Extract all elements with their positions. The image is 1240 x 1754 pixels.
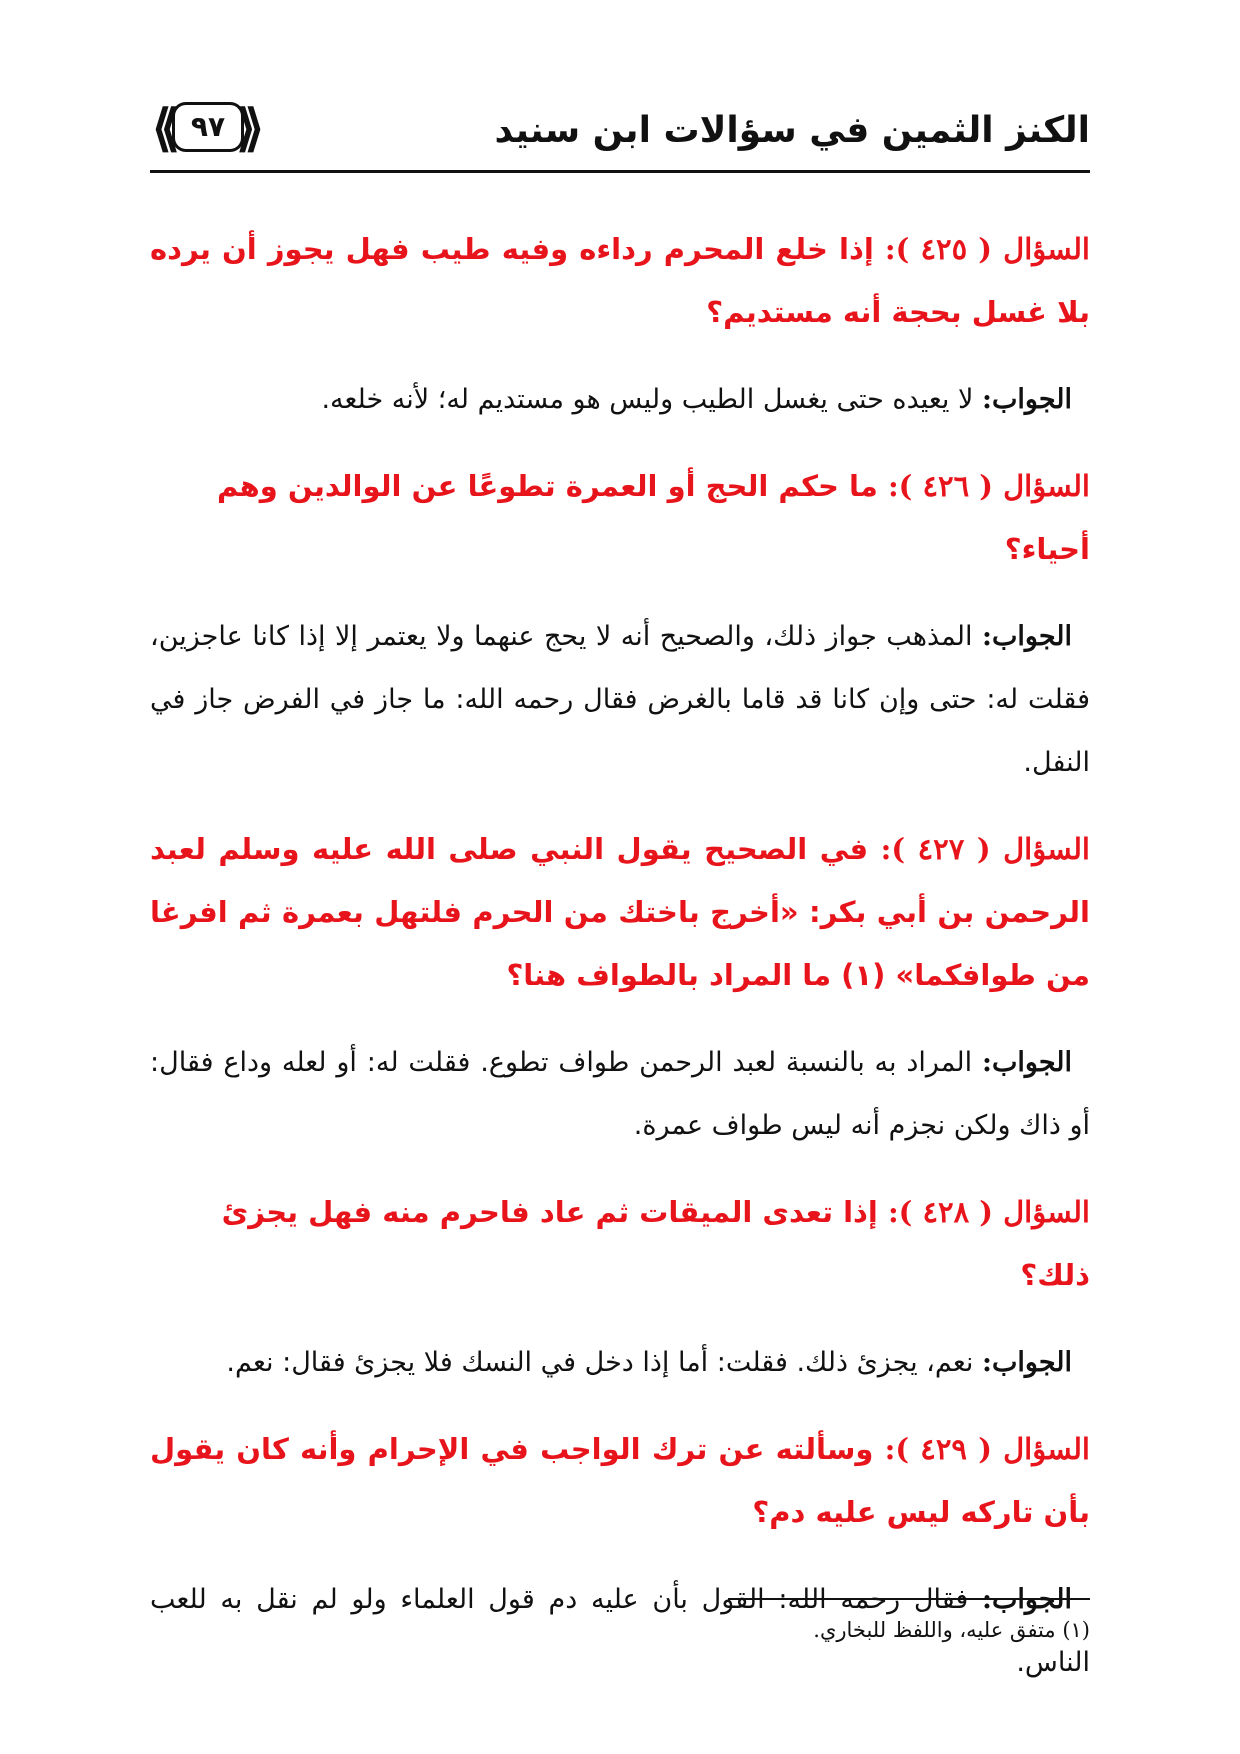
bracket-left-icon: ⟪ — [152, 98, 180, 157]
question-429 — [150, 1418, 1090, 1544]
footnote-divider — [728, 1598, 1090, 1600]
question-label: السؤال ( ٤٢٩ ): — [884, 1432, 1090, 1466]
question-426 — [150, 455, 1090, 581]
answer-text: المراد به بالنسبة لعبد الرحمن طواف تطوع. فقلت له: أو لعله وداع فقال: أو ذاك ولكن نجزم أنه ليس طواف عمرة. — [150, 1047, 1090, 1141]
question-428 — [150, 1181, 1090, 1307]
question-427 — [150, 818, 1090, 1007]
question-425 — [150, 218, 1090, 344]
answer-label: الجواب: — [982, 1047, 1072, 1078]
answer-text: فقال رحمه الله: القول بأن عليه دم قول العلماء ولو لم نقل به للعب الناس. — [150, 1584, 1090, 1678]
page-header — [150, 100, 1090, 174]
answer-label: الجواب: — [982, 384, 1072, 415]
bracket-right-icon: ⟫ — [236, 98, 264, 157]
page-number-badge — [152, 100, 264, 156]
footnote: (١) متفق عليه، واللفظ للبخاري. — [813, 1618, 1090, 1642]
question-text: وسألته عن ترك الواجب في الإحرام وأنه كان يقول بأن تاركه ليس عليه دم؟ — [150, 1432, 1090, 1529]
question-label: السؤال ( ٤٢٧ ): — [880, 832, 1090, 866]
question-text: إذا خلع المحرم رداءه وفيه طيب فهل يجوز أن يرده بلا غسل بحجة أنه مستديم؟ — [150, 232, 1090, 329]
answer-427 — [150, 1031, 1090, 1157]
question-text: في الصحيح يقول النبي صلى الله عليه وسلم لعبد الرحمن بن أبي بكر: «أخرج باختك من الحرم فلتهل بعمرة ثم افرغا من طوافكما» (١) ما المراد بالطواف هنا؟ — [150, 832, 1090, 992]
answer-425 — [150, 368, 1090, 431]
answer-426 — [150, 605, 1090, 794]
question-label: السؤال ( ٤٢٥ ): — [884, 232, 1090, 266]
page-content — [150, 218, 1090, 1718]
book-title: الكنز الثمين في سؤالات ابن سنيد — [494, 110, 1090, 151]
answer-label: الجواب: — [982, 1584, 1072, 1615]
answer-text: المذهب جواز ذلك، والصحيح أنه لا يحج عنهما ولا يعتمر إلا إذا كانا عاجزين، فقلت له: حتى وإن كانا قد قاما بالغرض فقال رحمه الله: ما جاز في الفرض جاز في النفل. — [150, 621, 1090, 778]
question-label: السؤال ( ٤٢٨ ): — [887, 1195, 1090, 1229]
question-label: السؤال ( ٤٢٦ ): — [887, 469, 1090, 503]
answer-label: الجواب: — [982, 1347, 1072, 1378]
answer-text: نعم، يجزئ ذلك. فقلت: أما إذا دخل في النسك فلا يجزئ فقال: نعم. — [226, 1347, 982, 1378]
question-text: إذا تعدى الميقات ثم عاد فاحرم منه فهل يجزئ ذلك؟ — [221, 1195, 1090, 1292]
answer-428 — [150, 1331, 1090, 1394]
answer-text: لا يعيده حتى يغسل الطيب وليس هو مستديم له؛ لأنه خلعه. — [321, 384, 982, 415]
page-number: ٩٧ — [172, 102, 244, 152]
question-text: ما حكم الحج أو العمرة تطوعًا عن الوالدين وهم أحياء؟ — [216, 469, 1090, 566]
answer-label: الجواب: — [982, 621, 1072, 652]
header-divider — [150, 170, 1090, 173]
